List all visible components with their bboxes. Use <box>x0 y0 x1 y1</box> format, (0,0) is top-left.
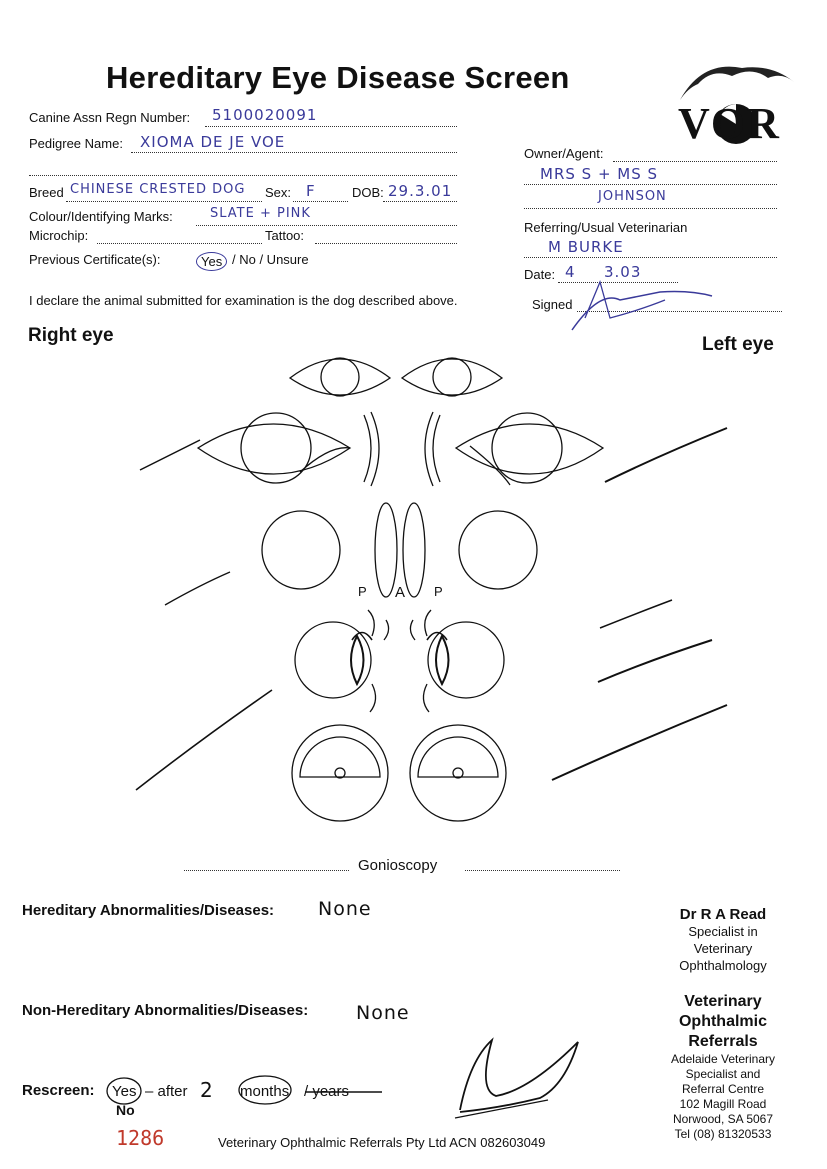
certificate-number: 1286 <box>116 1126 165 1150</box>
pap-a: A <box>395 584 406 601</box>
owner-value-1[interactable]: MRS S + MS S <box>540 165 659 183</box>
hereditary-value[interactable]: None <box>318 898 372 920</box>
org-addr-4: 102 Magill Road <box>679 1097 767 1111</box>
regn-label: Canine Assn Regn Number: <box>29 110 191 125</box>
page-title: Hereditary Eye Disease Screen <box>106 60 570 95</box>
logo-text: VOR <box>678 99 781 148</box>
hereditary-label: Hereditary Abnormalities/Diseases: <box>22 902 275 919</box>
dob-label: DOB: <box>352 185 384 200</box>
org-addr-5: Norwood, SA 5067 <box>672 1112 774 1126</box>
rescreen-label: Rescreen: <box>22 1082 95 1099</box>
previous-label: Previous Certificate(s): <box>29 252 161 267</box>
previous-options: / No / Unsure <box>232 252 309 267</box>
org-addr-1: Adelaide Veterinary <box>670 1052 776 1066</box>
vet-label: Referring/Usual Veterinarian <box>524 220 688 235</box>
left-eye-label: Left eye <box>702 334 774 355</box>
regn-value[interactable]: 5100020091 <box>212 106 318 124</box>
date-day[interactable]: 4 <box>565 263 576 281</box>
signed-label: Signed <box>532 297 573 312</box>
non-hereditary-label: Non-Hereditary Abnormalities/Diseases: <box>22 1002 309 1019</box>
gonioscopy-label: Gonioscopy <box>358 857 438 874</box>
rescreen-no[interactable]: No <box>116 1102 135 1118</box>
previous-yes-circled[interactable]: Yes <box>196 252 227 271</box>
rescreen-months[interactable]: months <box>240 1083 290 1100</box>
org-tel: Tel (08) 81320533 <box>674 1127 772 1141</box>
org-block <box>652 992 794 1142</box>
owner-label: Owner/Agent: <box>524 146 604 161</box>
pedigree-value[interactable]: XIOMA DE JE VOE <box>140 133 286 151</box>
pap-p-left: P <box>358 584 367 599</box>
footer-company: Veterinary Ophthalmic Referrals Pty Ltd ACN 082603049 <box>218 1135 546 1150</box>
tattoo-label: Tattoo: <box>265 228 305 243</box>
rescreen-yes[interactable]: Yes <box>112 1083 137 1100</box>
colour-value[interactable]: SLATE + PINK <box>210 206 311 221</box>
rescreen-months-value[interactable]: 2 <box>200 1078 214 1102</box>
sex-value[interactable]: F <box>306 182 316 200</box>
date-label: Date: <box>524 267 556 282</box>
sex-label: Sex: <box>265 185 292 200</box>
owner-value-2[interactable]: JOHNSON <box>598 189 667 204</box>
doctor-line-2: Veterinary <box>693 941 753 956</box>
declaration-text: I declare the animal submitted for examination is the dog described above. <box>29 293 458 308</box>
doctor-name: Dr R A Read <box>679 906 767 923</box>
org-name-1: Veterinary <box>684 993 762 1010</box>
doctor-line-1: Specialist in <box>688 924 758 939</box>
colour-label: Colour/Identifying Marks: <box>29 209 173 224</box>
doctor-block <box>660 906 786 974</box>
rescreen-after: – after <box>145 1083 188 1100</box>
gonioscopy-line-left <box>184 870 349 871</box>
right-eye-label: Right eye <box>28 325 114 346</box>
dob-value[interactable]: 29.3.01 <box>388 182 453 200</box>
vet-value[interactable]: M BURKE <box>548 238 624 256</box>
pap-p-right: P <box>434 584 443 599</box>
date-rest[interactable]: 3.03 <box>604 263 642 281</box>
breed-label: Breed <box>29 185 64 200</box>
doctor-line-3: Ophthalmology <box>679 958 767 973</box>
org-name-2: Ophthalmic <box>678 1013 767 1030</box>
rescreen-years[interactable]: / years <box>304 1083 350 1100</box>
org-addr-3: Referral Centre <box>681 1082 765 1096</box>
non-hereditary-value[interactable]: None <box>356 1002 410 1024</box>
microchip-label: Microchip: <box>29 228 89 243</box>
org-addr-2: Specialist and <box>685 1067 761 1081</box>
breed-value[interactable]: CHINESE CRESTED DOG <box>70 182 246 197</box>
gonioscopy-line-right <box>465 870 620 871</box>
org-name-3: Referrals <box>688 1033 758 1050</box>
pedigree-label: Pedigree Name: <box>29 136 123 151</box>
